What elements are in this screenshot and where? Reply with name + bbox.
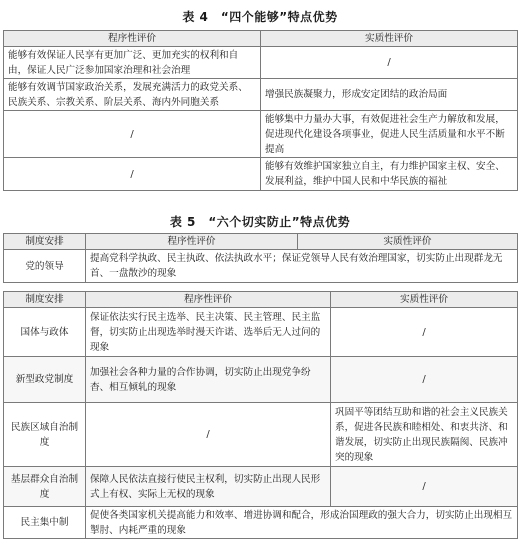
- table-cell: 能够有效保证人民享有更加广泛、更加充实的权利和自由，保证人民广泛参加国家治理和社会治理: [4, 47, 261, 79]
- table4-header-substantive: 实质性评价: [261, 31, 518, 47]
- table-row: [4, 111, 518, 158]
- table-row: [4, 158, 518, 191]
- table5-header-procedural: 程序性评价: [86, 234, 298, 250]
- table-cell: 能够有效维护国家独立自主，有力维护国家主权、安全、发展利益，维护中国人民和中华民族的福祉: [261, 158, 518, 191]
- row-label: 民族区域自治制度: [4, 403, 86, 467]
- table-cell: 巩固平等团结互助和谐的社会主义民族关系，促进各民族和睦相处、和衷共济、和谐发展，切实防止出现民族隔阂、民族冲突的现象: [331, 403, 518, 467]
- table-cell: /: [4, 158, 261, 191]
- table5-subheader-arrangement: 制度安排: [4, 292, 86, 308]
- table4-header-procedural: 程序性评价: [4, 31, 261, 47]
- table-cell: 加强社会各种力量的合作协调，切实防止出现党争纷杳、相互倾轧的现象: [86, 357, 331, 403]
- table-cell: 保障人民依法直接行使民主权利，切实防止出现人民形式上有权、实际上无权的现象: [86, 467, 331, 507]
- table-row: [4, 357, 518, 403]
- table4-caption: 表 4 “四个能够”特点优势: [182, 10, 338, 24]
- row-label: 新型政党制度: [4, 357, 86, 403]
- table-cell: /: [261, 47, 518, 79]
- table5-header-row: [4, 234, 518, 250]
- row-label: 基层群众自治制度: [4, 467, 86, 507]
- table5-subheader-row: [4, 292, 518, 308]
- table5-header-substantive: 实质性评价: [298, 234, 518, 250]
- table5-subheader-procedural: 程序性评价: [86, 292, 331, 308]
- table-row: [4, 79, 518, 111]
- table4-header-row: [4, 31, 518, 47]
- table-row: [4, 47, 518, 79]
- table-cell: /: [331, 467, 518, 507]
- table-cell: 能够集中力量办大事，有效促进社会生产力解放和发展，促进现代化建设各项事业，促进人民生活质量和水平不断提高: [261, 111, 518, 158]
- row-label: 民主集中制: [4, 507, 86, 539]
- table-cell: 提高党科学执政、民主执政、依法执政水平；保证党领导人民有效治理国家，切实防止出现群龙无首、一盘散沙的现象: [86, 250, 518, 283]
- table-row: [4, 403, 518, 467]
- table5-top: [3, 233, 518, 283]
- table-cell: 保证依法实行民主选举、民主决策、民主管理、民主监督，切实防止出现选举时漫天许诺、选举后无人过问的现象: [86, 308, 331, 357]
- table-row: [4, 467, 518, 507]
- table5-header-arrangement: 制度安排: [4, 234, 86, 250]
- table4: [3, 30, 518, 191]
- table5-detail: [3, 291, 518, 539]
- row-label: 国体与政体: [4, 308, 86, 357]
- table-cell: 增强民族凝聚力，形成安定团结的政治局面: [261, 79, 518, 111]
- table-cell: /: [331, 308, 518, 357]
- table-cell: 能够有效调节国家政治关系，发展充满活力的政党关系、民族关系、宗教关系、阶层关系、海内外同胞关系: [4, 79, 261, 111]
- table-row: [4, 250, 518, 283]
- table-row: [4, 308, 518, 357]
- table-cell: /: [331, 357, 518, 403]
- table-cell: /: [86, 403, 331, 467]
- table5-caption: 表 5 “六个切实防止”特点优势: [169, 215, 351, 229]
- table5-subheader-substantive: 实质性评价: [331, 292, 518, 308]
- table-cell: /: [4, 111, 261, 158]
- table-row: [4, 507, 518, 539]
- row-label: 党的领导: [4, 250, 86, 283]
- table-cell: 促使各类国家机关提高能力和效率、增进协调和配合，形成治国理政的强大合力，切实防止出现相互掣肘、内耗严重的现象: [86, 507, 518, 539]
